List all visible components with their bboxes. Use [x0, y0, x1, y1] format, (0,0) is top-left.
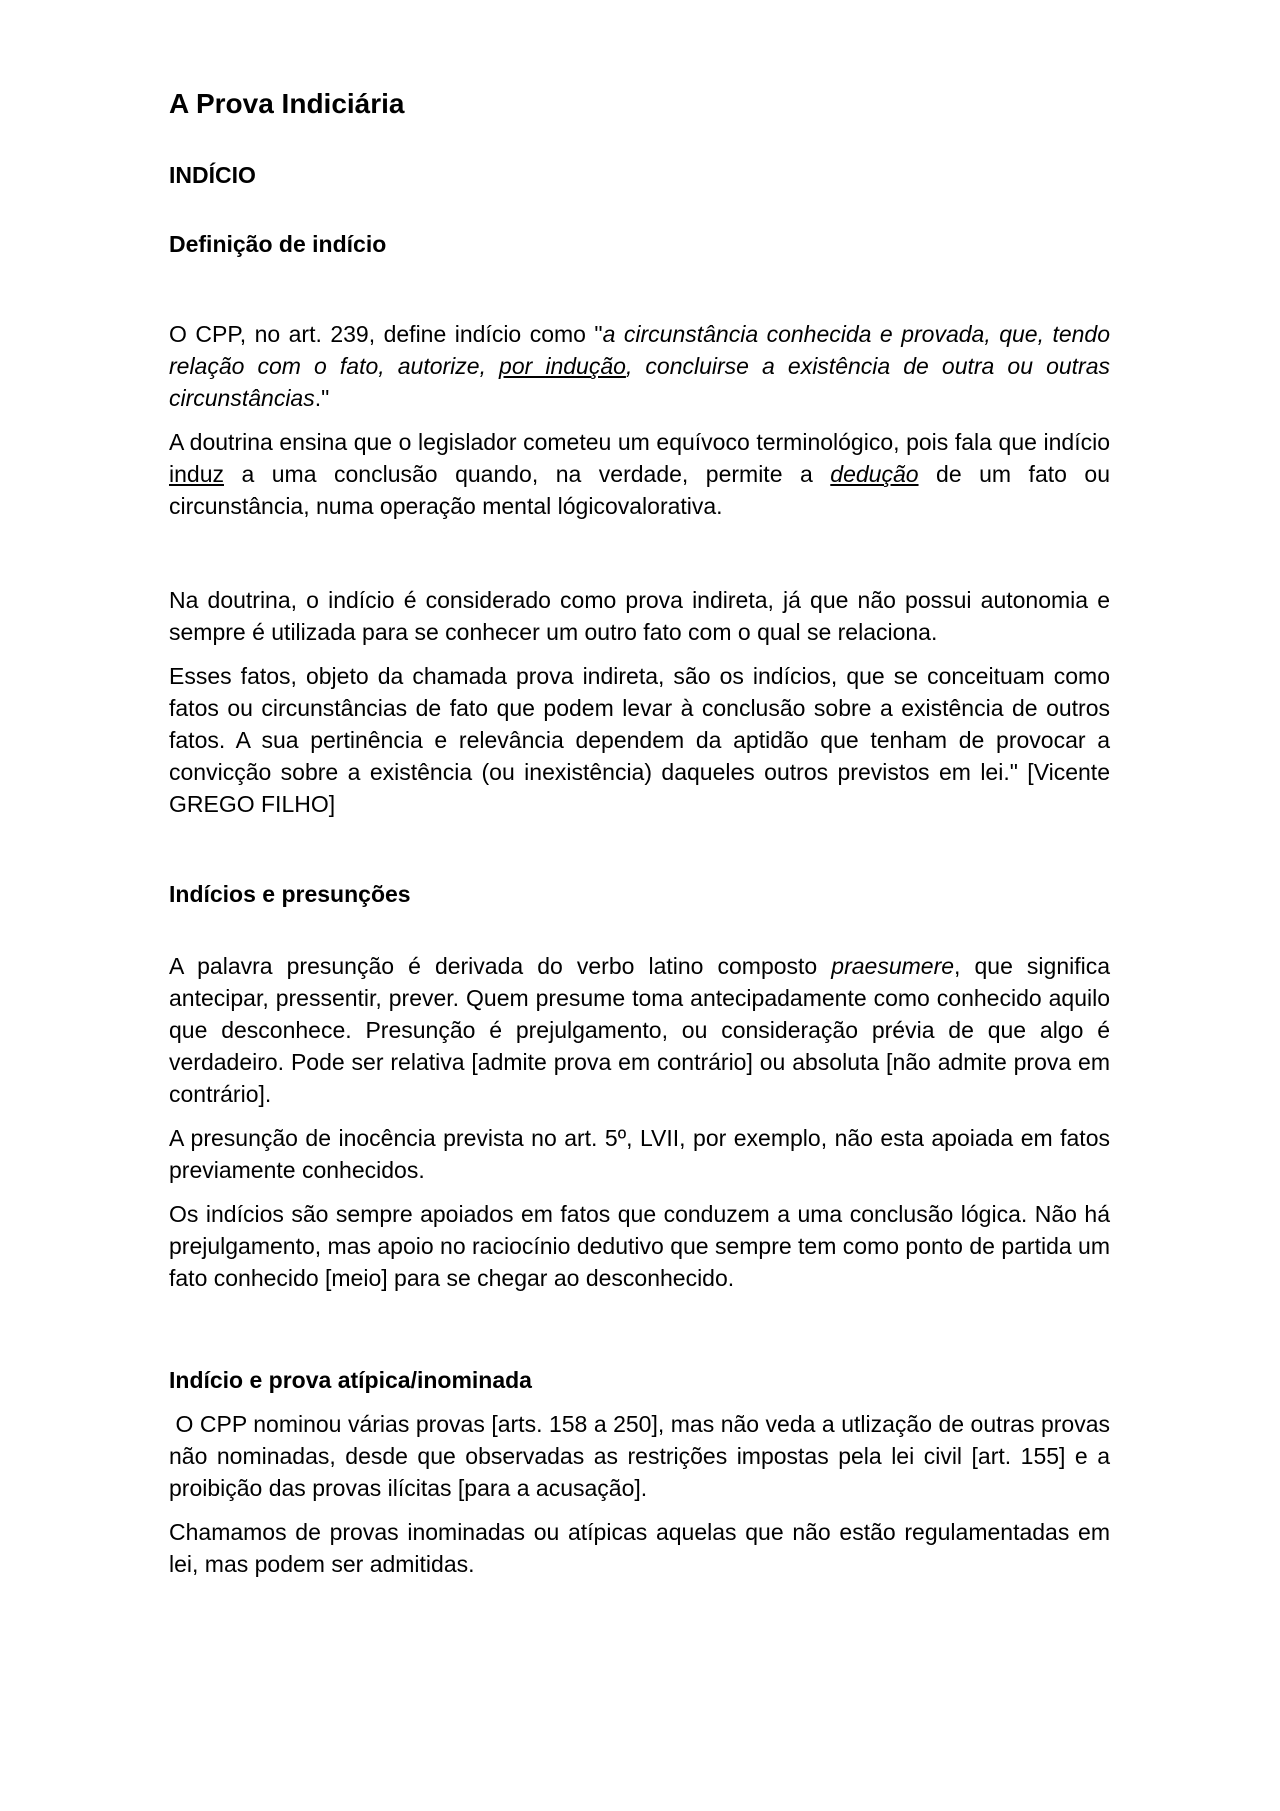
- paragraph-cpp-definition: [169, 318, 1110, 414]
- text-run: de um fato ou circunstância, numa operação mental lógicovalorativa.: [169, 460, 1110, 519]
- text-run: , que significa antecipar, pressentir, prever. Quem presume toma antecipadamente como conhecido aquilo que desconhece. Presunção é prejulgamento, ou consideração prévia de que algo é verdadeiro. Pode ser relativa [admite prova em contrário] ou absoluta [não admite prova em contrário].: [169, 952, 1111, 1107]
- document-title: A Prova Indiciária: [169, 88, 405, 119]
- heading-indicio: INDÍCIO: [169, 162, 256, 188]
- paragraph-indicios-apoiados: Os indícios são sempre apoiados em fatos que conduzem a uma conclusão lógica. Não há prejulgamento, mas apoio no raciocínio dedutivo que sempre tem como ponto de partida um fato conhecido [meio] para se chegar ao desconhecido.: [169, 1200, 1110, 1291]
- text-run: A palavra presunção é derivada do verbo latino composto: [169, 952, 832, 979]
- text-run-italic: praesumere: [831, 952, 955, 979]
- text-run: O CPP, no art. 239, define indício como ": [169, 320, 603, 347]
- text-run-italic: , concluirse a existência de outra ou outras circunstâncias: [169, 352, 1110, 411]
- paragraph-fatos-indicios: Esses fatos, objeto da chamada prova indireta, são os indícios, que se conceituam como fatos ou circunstâncias de fato que podem levar à conclusão sobre a existência de outros fatos. A sua pertinência e relevância dependem da aptidão que tenham de provocar a convicção sobre a existência (ou inexistência) daqueles outros previstos em lei." [Vicente GREGO FILHO]: [169, 662, 1110, 817]
- section-heading-presuncoes: Indícios e presunções: [169, 880, 411, 907]
- document-page: [169, 86, 1117, 1580]
- text-run-italic-underline: dedução: [830, 460, 919, 487]
- text-run: a uma conclusão quando, na verdade, permite a: [223, 460, 831, 487]
- text-run-italic-underline: por indução: [499, 352, 626, 379]
- section-heading-prova-atipica: Indício e prova atípica/inominada: [169, 1366, 532, 1393]
- text-run-italic: a circunstância conhecida e provada, que, tendo relação com o fato, autorize,: [169, 320, 1110, 379]
- text-run: .": [314, 384, 330, 411]
- paragraph-presuncao-inocencia: A presunção de inocência prevista no art. 5º, LVII, por exemplo, não esta apoiada em fatos previamente conhecidos.: [169, 1124, 1110, 1183]
- text-run: A doutrina ensina que o legislador cometeu um equívoco terminológico, pois fala que indício: [169, 428, 1110, 455]
- paragraph-provas-inominadas: Chamamos de provas inominadas ou atípicas aquelas que não estão regulamentadas em lei, mas podem ser admitidas.: [169, 1518, 1110, 1577]
- paragraph-cpp-nominou: O CPP nominou várias provas [arts. 158 a 250], mas não veda a utlização de outras provas não nominadas, desde que observadas as restrições impostas pela lei civil [art. 155] e a proibição das provas ilícitas [para a acusação].: [169, 1410, 1117, 1501]
- text-run-underline: induz: [169, 460, 224, 487]
- paragraph-doutrina-equivoco: [169, 426, 1110, 522]
- paragraph-presuncao-definicao: [169, 950, 1110, 1110]
- section-heading-definicao: Definição de indício: [169, 230, 387, 257]
- paragraph-prova-indireta: Na doutrina, o indício é considerado como prova indireta, já que não possui autonomia e sempre é utilizada para se conhecer um outro fato com o qual se relaciona.: [169, 586, 1110, 645]
